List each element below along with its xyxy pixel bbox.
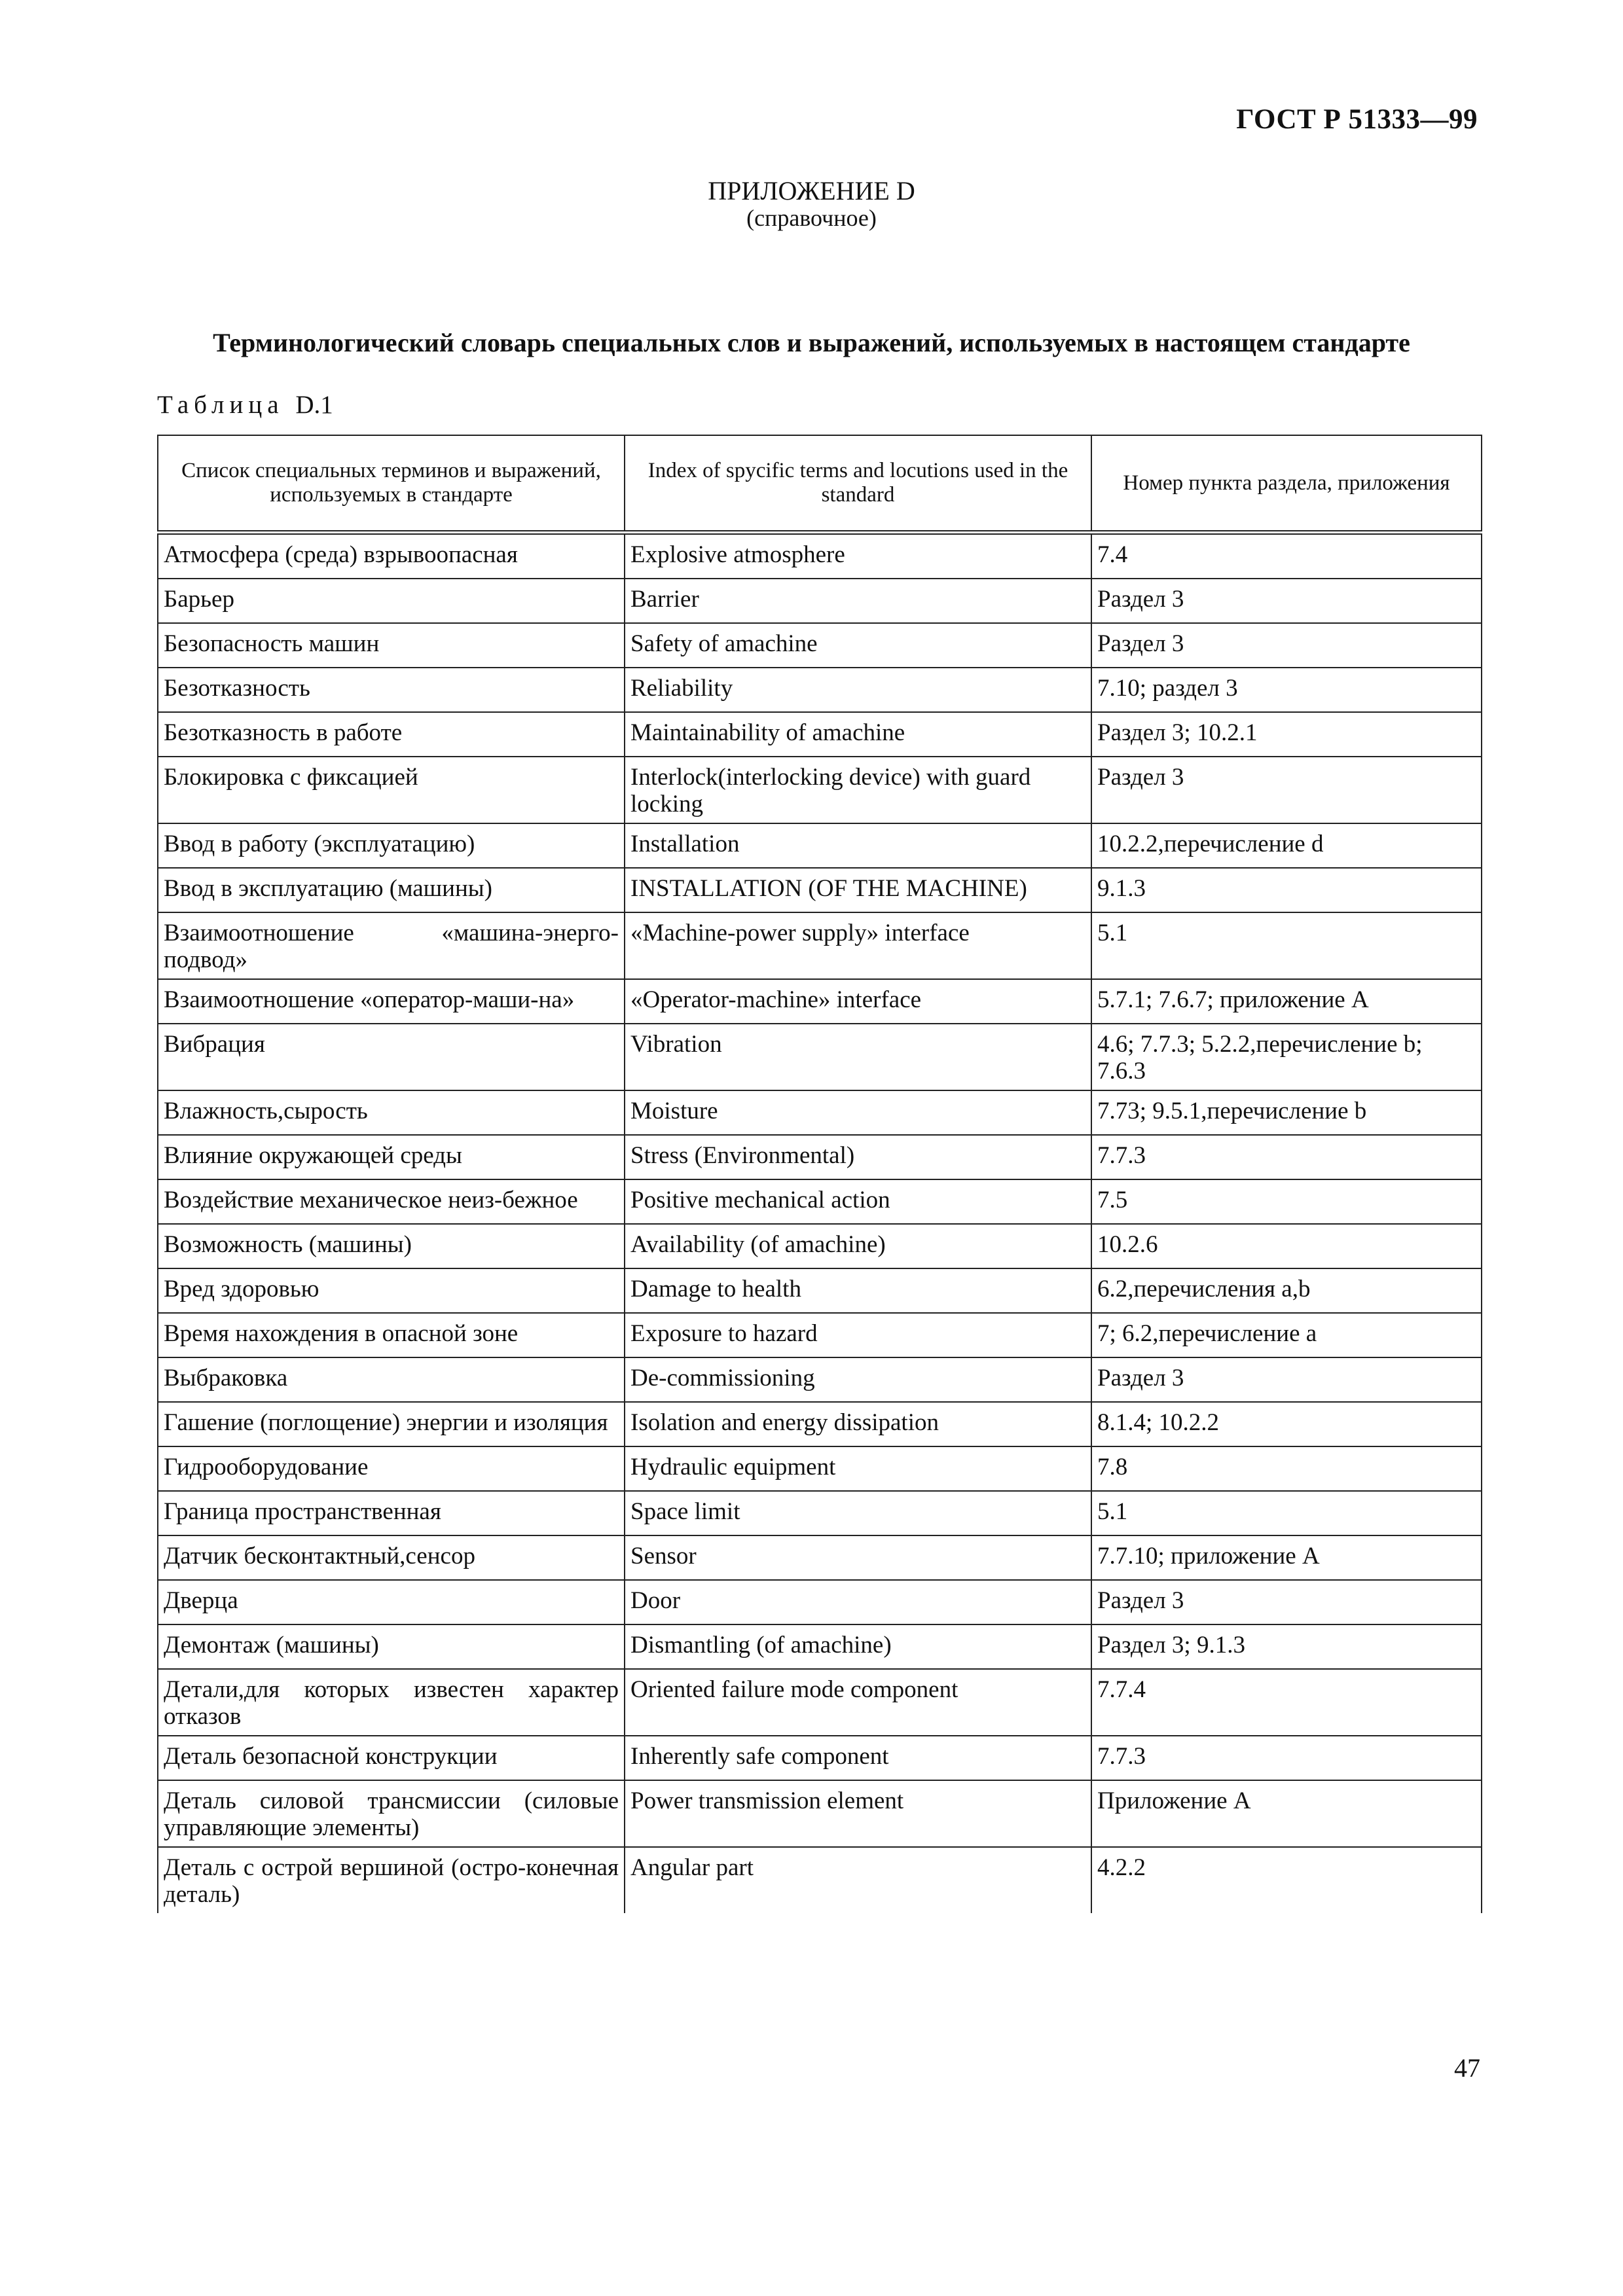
term-russian-cell: Деталь безопасной конструкции [158,1736,625,1780]
term-russian-cell: Блокировка с фиксацией [158,757,625,823]
table-row [158,1491,1482,1535]
term-russian-cell: Гидрооборудование [158,1446,625,1491]
term-english-cell: Damage to health [625,1268,1091,1313]
section-reference-cell: 10.2.6 [1091,1224,1482,1268]
section-reference-cell: 5.7.1; 7.6.7; приложение А [1091,979,1482,1024]
term-russian-cell: Безопасность машин [158,623,625,668]
section-reference-cell: 9.1.3 [1091,868,1482,912]
table-row [158,1535,1482,1580]
table-row [158,1580,1482,1624]
table-row [158,1402,1482,1446]
table-row [158,1357,1482,1402]
table-row [158,757,1482,823]
section-reference-cell: 7.7.3 [1091,1736,1482,1780]
term-english-cell: Positive mechanical action [625,1179,1091,1224]
table-row [158,1669,1482,1736]
term-russian-cell: Влажность,сырость [158,1090,625,1135]
table-row [158,868,1482,912]
section-reference-cell: 6.2,перечисления a,b [1091,1268,1482,1313]
table-row [158,1624,1482,1669]
term-russian-cell: Дверца [158,1580,625,1624]
term-english-cell: De-commissioning [625,1357,1091,1402]
term-russian-cell: Граница пространственная [158,1491,625,1535]
term-english-cell: Oriented failure mode component [625,1669,1091,1736]
term-russian-cell: Атмосфера (среда) взрывоопасная [158,533,625,579]
section-reference-cell: 7.10; раздел 3 [1091,668,1482,712]
table-row [158,1847,1482,1913]
term-english-cell: Reliability [625,668,1091,712]
table-row [158,1224,1482,1268]
term-russian-cell: Ввод в эксплуатацию (машины) [158,868,625,912]
section-reference-cell: 7.73; 9.5.1,перечисление b [1091,1090,1482,1135]
section-reference-cell: 7.8 [1091,1446,1482,1491]
table-row [158,823,1482,868]
term-english-cell: Maintainability of amachine [625,712,1091,757]
column-header-english-terms: Index of spycific terms and locutions used in the standard [625,435,1091,533]
term-russian-cell: Безотказность в работе [158,712,625,757]
term-english-cell: Installation [625,823,1091,868]
table-row [158,1736,1482,1780]
table-row [158,1268,1482,1313]
section-reference-cell: Раздел 3 [1091,1580,1482,1624]
term-russian-cell: Детали,для которых известен характер отказов [158,1669,625,1736]
table-row [158,579,1482,623]
term-english-cell: Dismantling (of amachine) [625,1624,1091,1669]
term-russian-cell: Безотказность [158,668,625,712]
term-english-cell: Exposure to hazard [625,1313,1091,1357]
term-english-cell: Availability (of amachine) [625,1224,1091,1268]
column-header-russian-terms: Список специальных терминов и выражений, используемых в стандарте [158,435,625,533]
column-header-section-reference: Номер пункта раздела, приложения [1091,435,1482,533]
term-english-cell: Interlock(interlocking device) with guard locking [625,757,1091,823]
table-row [158,1179,1482,1224]
term-russian-cell: Вибрация [158,1024,625,1090]
section-reference-cell: Раздел 3; 10.2.1 [1091,712,1482,757]
table-row [158,1090,1482,1135]
term-english-cell: Isolation and energy dissipation [625,1402,1091,1446]
term-english-cell: Space limit [625,1491,1091,1535]
section-reference-cell: Раздел 3 [1091,579,1482,623]
term-russian-cell: Ввод в работу (эксплуатацию) [158,823,625,868]
term-english-cell: Stress (Environmental) [625,1135,1091,1179]
document-code: ГОСТ Р 51333—99 [1236,104,1478,135]
term-russian-cell: Демонтаж (машины) [158,1624,625,1669]
section-reference-cell: 7.5 [1091,1179,1482,1224]
page-number: 47 [1454,2053,1480,2083]
table-row [158,979,1482,1024]
section-reference-cell: 5.1 [1091,1491,1482,1535]
table-row [158,912,1482,979]
term-russian-cell: Время нахождения в опасной зоне [158,1313,625,1357]
section-reference-cell: 7.7.10; приложение А [1091,1535,1482,1580]
term-english-cell: «Machine-power supply» interface [625,912,1091,979]
terms-table-body [158,533,1482,1914]
section-reference-cell: Раздел 3; 9.1.3 [1091,1624,1482,1669]
term-russian-cell: Взаимоотношение «машина-энерго-подвод» [158,912,625,979]
term-english-cell: Door [625,1580,1091,1624]
section-reference-cell: 7.7.4 [1091,1669,1482,1736]
term-english-cell: Hydraulic equipment [625,1446,1091,1491]
table-caption-number: D.1 [295,391,333,419]
term-english-cell: Safety of amachine [625,623,1091,668]
term-russian-cell: Датчик бесконтактный,сенсор [158,1535,625,1580]
table-row [158,1780,1482,1847]
table-row [158,623,1482,668]
term-russian-cell: Возможность (машины) [158,1224,625,1268]
term-russian-cell: Выбраковка [158,1357,625,1402]
table-row [158,668,1482,712]
term-english-cell: Angular part [625,1847,1091,1913]
glossary-title: Терминологический словарь специальных слов и выражений, используемых в настоящем стандарте [213,328,1410,357]
term-english-cell: Inherently safe component [625,1736,1091,1780]
section-reference-cell: 4.2.2 [1091,1847,1482,1913]
section-reference-cell: 5.1 [1091,912,1482,979]
term-russian-cell: Взаимоотношение «оператор-маши-на» [158,979,625,1024]
section-reference-cell: 4.6; 7.7.3; 5.2.2,перечисление b; 7.6.3 [1091,1024,1482,1090]
table-header-row [158,435,1482,533]
table-caption [157,390,333,420]
appendix-subtitle: (справочное) [746,205,877,231]
term-russian-cell: Влияние окружающей среды [158,1135,625,1179]
terms-table [157,435,1482,1913]
term-english-cell: Sensor [625,1535,1091,1580]
table-row [158,1024,1482,1090]
table-row [158,1446,1482,1491]
section-reference-cell: 7; 6.2,перечисление a [1091,1313,1482,1357]
term-russian-cell: Барьер [158,579,625,623]
term-english-cell: Explosive atmosphere [625,533,1091,579]
table-caption-label: Таблица [157,391,284,419]
table-row [158,1313,1482,1357]
term-english-cell: Moisture [625,1090,1091,1135]
term-english-cell: «Operator-machine» interface [625,979,1091,1024]
section-reference-cell: Раздел 3 [1091,1357,1482,1402]
section-reference-cell: Раздел 3 [1091,623,1482,668]
section-reference-cell: 8.1.4; 10.2.2 [1091,1402,1482,1446]
term-russian-cell: Деталь с острой вершиной (остро-конечная деталь) [158,1847,625,1913]
term-english-cell: Vibration [625,1024,1091,1090]
term-russian-cell: Вред здоровью [158,1268,625,1313]
term-russian-cell: Воздействие механическое неиз-бежное [158,1179,625,1224]
table-row [158,712,1482,757]
term-russian-cell: Гашение (поглощение) энергии и изоляция [158,1402,625,1446]
term-english-cell: INSTALLATION (OF THE MACHINE) [625,868,1091,912]
section-reference-cell: Приложение А [1091,1780,1482,1847]
term-english-cell: Power transmission element [625,1780,1091,1847]
section-reference-cell: Раздел 3 [1091,757,1482,823]
table-row [158,533,1482,579]
table-row [158,1135,1482,1179]
appendix-title: ПРИЛОЖЕНИЕ D [708,176,915,206]
section-reference-cell: 7.7.3 [1091,1135,1482,1179]
section-reference-cell: 10.2.2,перечисление d [1091,823,1482,868]
term-english-cell: Barrier [625,579,1091,623]
term-russian-cell: Деталь силовой трансмиссии (силовые управляющие элементы) [158,1780,625,1847]
section-reference-cell: 7.4 [1091,533,1482,579]
